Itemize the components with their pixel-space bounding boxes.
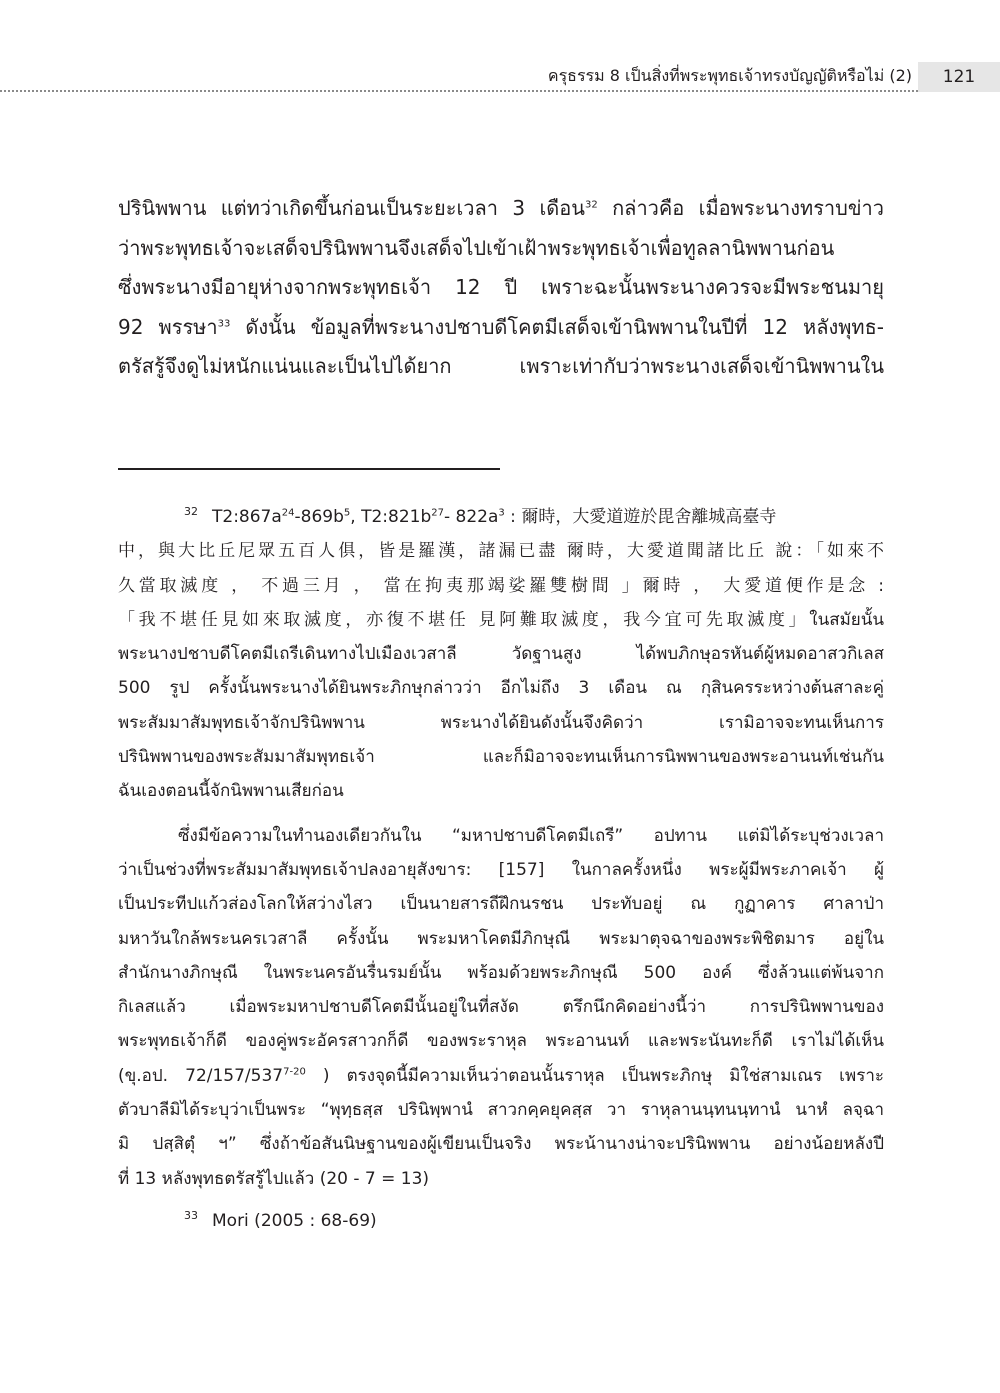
body-paragraph bbox=[118, 189, 884, 387]
footnote-line: 500 รูป ครั้งนั้นพระนางได้ยินพระภิกษุกล่าวว่า อีกไม่ถึง 3 เดือน ณ กุสินครระหว่างต้นสาละคู่ bbox=[118, 678, 884, 699]
footnote-line: $^{33}$ Mori (2005 : 68-69) bbox=[184, 1209, 377, 1231]
footnote-line: ฉันเองตอนนี้จักนิพพานเสียก่อน bbox=[118, 781, 344, 802]
footnote-line: 「我不堪任見如來取滅度，亦復不堪任 見阿難取滅度，我今宜可先取滅度」ในสมัยนั้น bbox=[118, 609, 884, 630]
body-line: ปรินิพพาน แต่ทว่าเกิดขึ้นก่อนเป็นระยะเวลา 3 เดือน$^{32}$ กล่าวคือ เมื่อพระนางทราบข่าว bbox=[118, 196, 884, 220]
footnote-line: 中，與大比丘尼眾五百人俱，皆是羅漢，諸漏已盡 爾時，大愛道聞諸比丘 說：「如來不 bbox=[118, 541, 884, 562]
footnote-line: มิ ปสฺสิตุํ ฯ” ซึ่งถ้าข้อสันนิษฐานของผู้เขียนเป็นจริง พระน้านางน่าจะปรินิพพาน อย่างน้อยหลังปี bbox=[118, 1134, 884, 1155]
footnotes bbox=[118, 500, 884, 1238]
footnote-line: ปรินิพพานของพระสัมมาสัมพุทธเจ้า และก็มิอาจจะทนเห็นการนิพพานของพระอานนท์เช่นกัน bbox=[118, 747, 884, 768]
body-line: ว่าพระพุทธเจ้าจะเสด็จปรินิพพานจึงเสด็จไปเข้าเฝ้าพระพุทธเจ้าเพื่อทูลลานิพพานก่อน bbox=[118, 235, 835, 260]
running-header bbox=[0, 62, 918, 92]
footnote-separator bbox=[118, 468, 500, 470]
footnote-line: สำนักนางภิกษุณี ในพระนครอันรื่นรมย์นั้น พร้อมด้วยพระภิกษุณี 500 องค์ ซึ่งล้วนแต่พ้นจาก bbox=[118, 962, 884, 983]
body-line: ซึ่งพระนางมีอายุห่างจากพระพุทธเจ้า 12 ปี เพราะฉะนั้นพระนางควรจะมีพระชนมายุ bbox=[118, 275, 884, 300]
footnote-33 bbox=[118, 1204, 884, 1238]
page-number: 121 bbox=[918, 62, 1000, 92]
footnote-line: พระสัมมาสัมพุทธเจ้าจักปรินิพพาน พระนางได้ยินดังนั้นจึงคิดว่า เรามิอาจจะทนเห็นการ bbox=[118, 712, 884, 733]
footnote-line: ซึ่งมีข้อความในทำนองเดียวกันใน “มหาปชาบดีโคตมีเถรี” อปทาน แต่มิได้ระบุช่วงเวลา bbox=[178, 825, 884, 846]
footnote-line: $^{32}$ $T2:867a^{24}-869b^5$, $T2:821b^{27}-$ $822a^3$ : 爾時，大愛道遊於毘舍離城高臺寺 bbox=[184, 505, 777, 527]
footnote-line: ตัวบาลีมิได้ระบุว่าเป็นพระ “พุทฺธสฺส ปรินิพฺพานํ สาวกคฺคยุคสฺส วา ราหุลานนฺทนนฺทานํ นาหํ ลจฺฉา bbox=[118, 1100, 884, 1121]
footnote-line: พระพุทธเจ้าก็ดี ของคู่พระอัครสาวกก็ดี ของพระราหุล พระอานนท์ และพระนันทะก็ดี เราไม่ได้เห็น bbox=[118, 1031, 884, 1052]
footnote-32 bbox=[118, 500, 884, 1196]
footnote-ref-32[interactable]: 32 bbox=[584, 199, 598, 211]
footnote-mark: 32 bbox=[184, 505, 198, 519]
running-title: ครุธรรม 8 เป็นสิ่งที่พระพุทธเจ้าทรงบัญญัติหรือไม่ (2) bbox=[547, 66, 912, 85]
footnote-line: ที่ 13 หลังพุทธตรัสรู้ไปแล้ว (20 - 7 = 13) bbox=[118, 1168, 430, 1189]
footnote-line: มหาวันใกล้พระนครเวสาลี ครั้งนั้น พระมหาโคตมีภิกษุณี พระมาตุจฉาของพระพิชิตมาร อยู่ใน bbox=[118, 928, 884, 949]
footnote-line: พระนางปชาบดีโคตมีเถรีเดินทางไปเมืองเวสาลี วัดฐานสูง ได้พบภิกษุอรหันต์ผู้หมดอาสวกิเลส bbox=[118, 644, 884, 665]
footnote-ref-33[interactable]: 33 bbox=[217, 318, 231, 330]
footnote-line: กิเลสแล้ว เมื่อพระมหาปชาบดีโคตมีนั้นอยู่ในที่สงัด ตรึกนึกคิดอย่างนี้ว่า การปรินิพพานของ bbox=[118, 997, 884, 1018]
footnote-mark: 33 bbox=[184, 1209, 198, 1223]
footnote-line: (ขุ.อป. 72/157/537$^{7-20}$ ) ตรงจุดนี้มีความเห็นว่าตอนนั้นราหุล เป็นพระภิกษุ มิใช่สามเณร เพราะ bbox=[118, 1065, 885, 1086]
footnote-line: เป็นประทีปแก้วส่องโลกให้สว่างไสว เป็นนายสารถีฝึกนรชน ประทับอยู่ ณ กูฏาคาร ศาลาป่า bbox=[118, 894, 884, 915]
footnote-line: 久當取滅度 ， 不過三月 ， 當在拘夷那竭娑羅雙樹間 」爾時 ， 大愛道便作是念 : bbox=[118, 575, 884, 596]
footnote-line: ว่าเป็นช่วงที่พระสัมมาสัมพุทธเจ้าปลงอายุสังขาร: [157] ในกาลครั้งหนึ่ง พระผู้มีพระภาคเจ้า ผู้ bbox=[118, 859, 884, 880]
body-line: ตรัสรู้จึงดูไม่หนักแน่นและเป็นไปได้ยาก เพราะเท่ากับว่าพระนางเสด็จเข้านิพพานใน bbox=[118, 354, 884, 379]
body-line: 92 พรรษา$^{33}$ ดังนั้น ข้อมูลที่พระนางปชาบดีโคตมีเสด็จเข้านิพพานในปีที่ 12 หลังพุทธ- bbox=[118, 314, 885, 339]
